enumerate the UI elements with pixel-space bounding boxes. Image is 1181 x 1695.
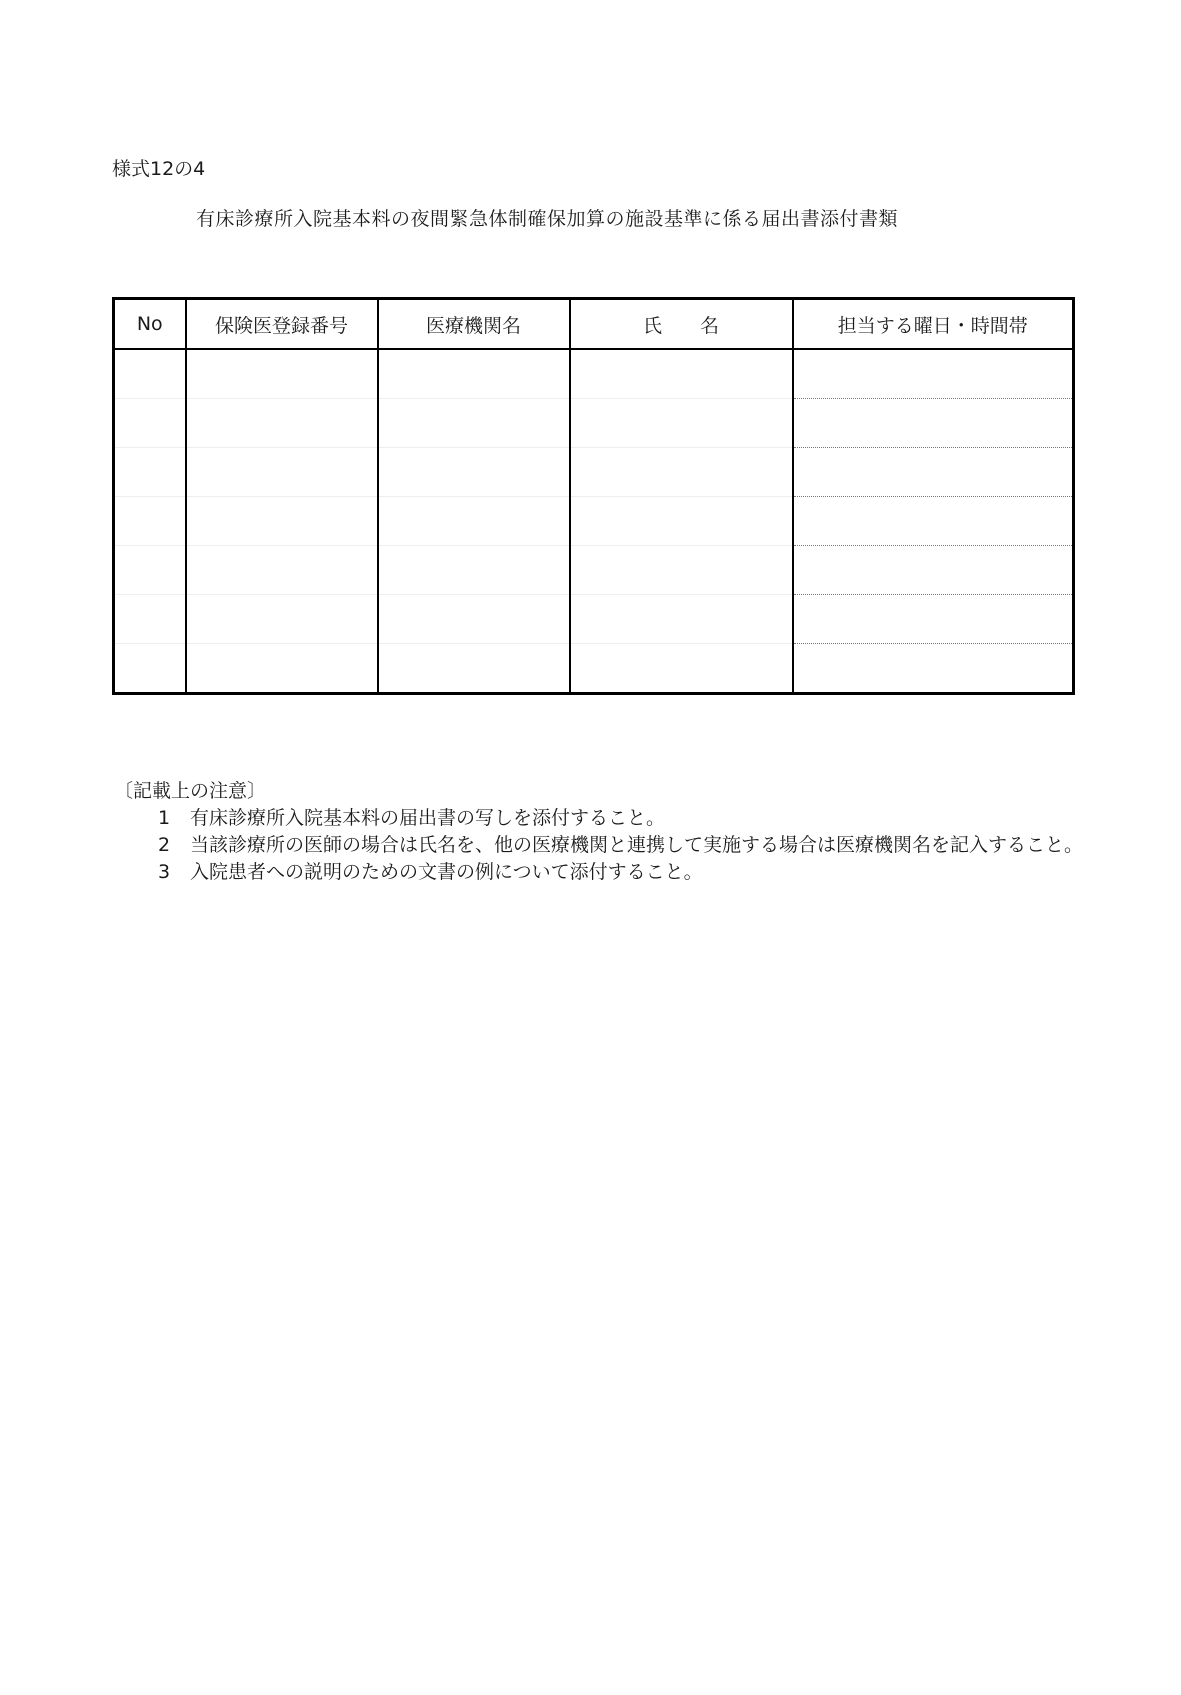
- cell-institution-name[interactable]: [378, 546, 570, 595]
- cell-name[interactable]: [570, 448, 793, 497]
- cell-institution-name[interactable]: [378, 448, 570, 497]
- table-row: [114, 546, 1074, 595]
- cell-name[interactable]: [570, 349, 793, 399]
- cell-registration-number[interactable]: [186, 349, 378, 399]
- note-item: [112, 859, 1090, 886]
- cell-schedule[interactable]: [793, 399, 1074, 448]
- staff-table: [112, 297, 1075, 695]
- cell-schedule[interactable]: [793, 546, 1074, 595]
- cell-registration-number[interactable]: [186, 595, 378, 644]
- cell-institution-name[interactable]: [378, 349, 570, 399]
- cell-institution-name[interactable]: [378, 644, 570, 694]
- note-item: [112, 805, 1090, 832]
- cell-schedule[interactable]: [793, 349, 1074, 399]
- cell-schedule[interactable]: [793, 595, 1074, 644]
- cell-name[interactable]: [570, 546, 793, 595]
- notes-section: [112, 778, 1090, 886]
- cell-name[interactable]: [570, 644, 793, 694]
- cell-schedule[interactable]: [793, 644, 1074, 694]
- note-text: 有床診療所入院基本料の届出書の写しを添付すること。: [190, 807, 666, 829]
- note-number: 3: [158, 861, 171, 883]
- notes-heading: 〔記載上の注意〕: [114, 780, 267, 802]
- cell-registration-number[interactable]: [186, 399, 378, 448]
- cell-name[interactable]: [570, 399, 793, 448]
- cell-schedule[interactable]: [793, 448, 1074, 497]
- cell-registration-number[interactable]: [186, 448, 378, 497]
- cell-no[interactable]: [114, 595, 186, 644]
- note-number: 2: [158, 834, 171, 856]
- table-row: [114, 349, 1074, 399]
- page-title: 有床診療所入院基本料の夜間緊急体制確保加算の施設基準に係る届出書添付書類: [196, 208, 899, 230]
- table-row: [114, 644, 1074, 694]
- cell-no[interactable]: [114, 448, 186, 497]
- staff-table-wrapper: [112, 297, 1075, 695]
- note-item: [112, 832, 1090, 859]
- table-body: [114, 349, 1074, 694]
- cell-no[interactable]: [114, 546, 186, 595]
- note-text: 当該診療所の医師の場合は氏名を、他の医療機関と連携して実施する場合は医療機関名を記入すること。: [190, 834, 1084, 856]
- cell-no[interactable]: [114, 644, 186, 694]
- table-row: [114, 448, 1074, 497]
- cell-institution-name[interactable]: [378, 595, 570, 644]
- table-row: [114, 497, 1074, 546]
- cell-no[interactable]: [114, 349, 186, 399]
- cell-name[interactable]: [570, 595, 793, 644]
- table-header-row: [114, 299, 1074, 350]
- note-text: 入院患者への説明のための文書の例について添付すること。: [190, 861, 703, 883]
- table-row: [114, 399, 1074, 448]
- cell-registration-number[interactable]: [186, 497, 378, 546]
- cell-no[interactable]: [114, 497, 186, 546]
- cell-institution-name[interactable]: [378, 497, 570, 546]
- column-header-no: No: [114, 299, 186, 350]
- table-row: [114, 595, 1074, 644]
- cell-schedule[interactable]: [793, 497, 1074, 546]
- column-header-registration-number: 保険医登録番号: [186, 299, 378, 350]
- note-number: 1: [158, 807, 171, 829]
- column-header-schedule: 担当する曜日・時間帯: [793, 299, 1074, 350]
- cell-registration-number[interactable]: [186, 546, 378, 595]
- column-header-name: 氏 名: [570, 299, 793, 350]
- cell-no[interactable]: [114, 399, 186, 448]
- cell-name[interactable]: [570, 497, 793, 546]
- form-id: 様式12の4: [112, 158, 206, 180]
- column-header-institution-name: 医療機関名: [378, 299, 570, 350]
- cell-institution-name[interactable]: [378, 399, 570, 448]
- cell-registration-number[interactable]: [186, 644, 378, 694]
